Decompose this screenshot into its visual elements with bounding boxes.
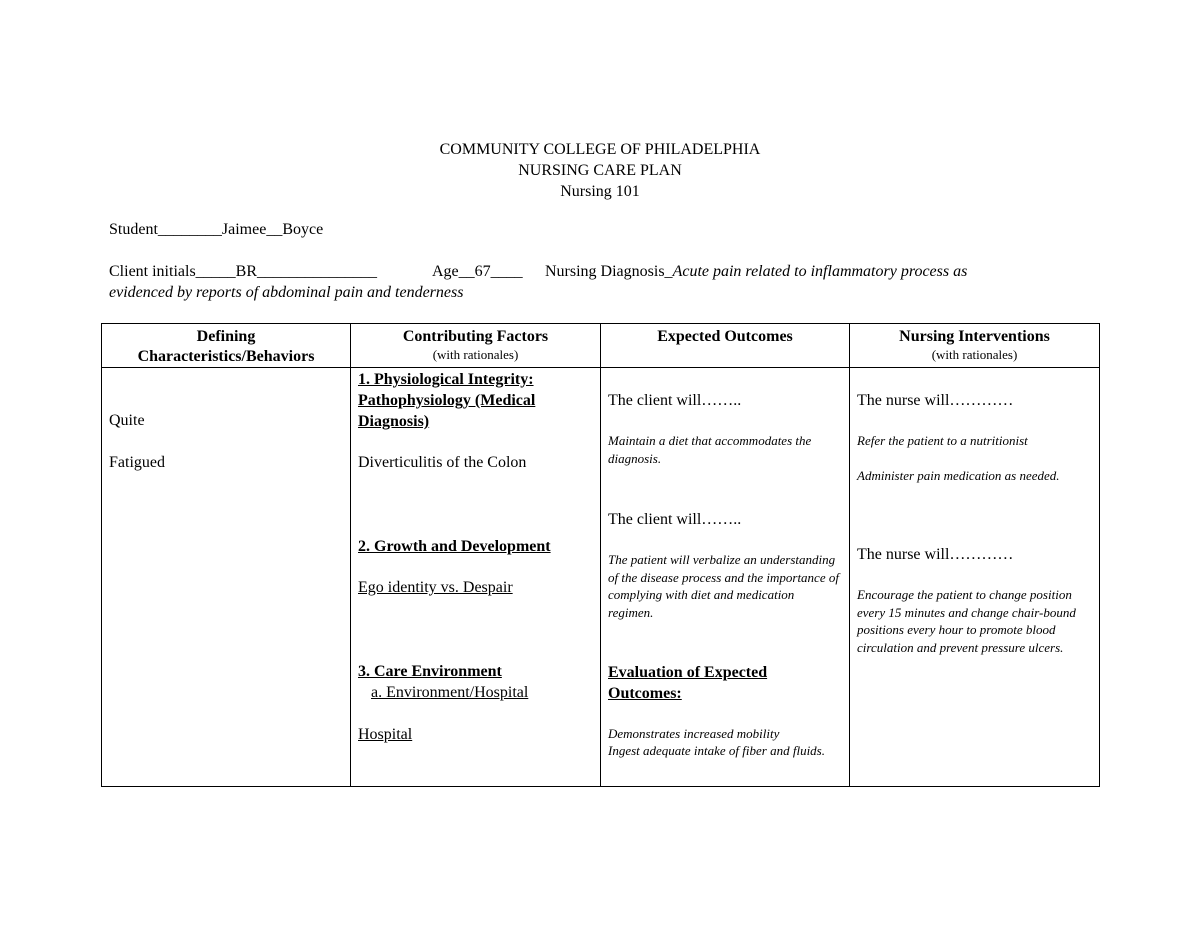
care-plan-table (101, 323, 1100, 787)
outcome-item: Maintain a diet that accommodates the diagnosis. (608, 433, 812, 466)
header-defining (102, 324, 351, 368)
nurse-will-label: The nurse will………… (857, 546, 1014, 563)
course-name: Nursing 101 (560, 183, 640, 200)
header-outcomes-title: Expected Outcomes (657, 328, 793, 345)
client-will-label: The client will…….. (608, 392, 742, 409)
section1-title-line2: Pathophysiology (Medical (358, 392, 536, 409)
header-interventions (850, 324, 1100, 368)
nursing-diagnosis (545, 263, 967, 281)
header-contributing-title: Contributing Factors (402, 328, 549, 345)
evaluation-item: Ingest adequate intake of fiber and fluids. (608, 743, 825, 758)
table-header-row (102, 324, 1100, 368)
nurse-will-label: The nurse will………… (857, 392, 1014, 409)
evaluation-title-line2: Outcomes: (608, 685, 682, 702)
evaluation-title-line1: Evaluation of Expected (608, 664, 768, 681)
section2-value: Ego identity vs. Despair (358, 579, 513, 596)
header-interventions-sub: (with rationales) (931, 347, 1018, 362)
student-line: Student________Jaimee__Boyce (109, 221, 324, 238)
header-defining-line2: Characteristics/Behaviors (137, 348, 315, 365)
header-contributing (351, 324, 601, 368)
header-outcomes (601, 324, 850, 368)
intervention-item: Encourage the patient to change position every 15 minutes and change chair-bound positions every hour to promote blood circulation and prevent pressure ulcers. (857, 587, 1076, 655)
outcome-item: The patient will verbalize an understanding of the disease process and the importance of complying with diet and medication regimen. (608, 552, 839, 620)
table-body-row (102, 368, 1100, 787)
section3-title: 3. Care Environment (358, 663, 502, 680)
diagnosis-label: Nursing Diagnosis_ (545, 263, 673, 280)
client-initials: Client initials_____BR_______________ (109, 263, 378, 280)
section1-value: Diverticulitis of the Colon (358, 454, 527, 471)
interventions-cell (850, 368, 1100, 787)
defining-cell (102, 368, 351, 787)
defining-item: Fatigued (109, 454, 165, 471)
client-will-label: The client will…….. (608, 511, 742, 528)
intervention-item: Refer the patient to a nutritionist (857, 433, 1028, 448)
intervention-item: Administer pain medication as needed. (857, 468, 1060, 483)
client-age: Age__67____ (432, 263, 523, 280)
document-header (0, 139, 1200, 202)
defining-item: Quite (109, 412, 145, 429)
contributing-cell (351, 368, 601, 787)
header-interventions-title: Nursing Interventions (899, 328, 1050, 345)
section3-sub: a. Environment/Hospital (371, 684, 529, 701)
diagnosis-text-line2: evidenced by reports of abdominal pain and tenderness (109, 284, 464, 301)
college-name: COMMUNITY COLLEGE OF PHILADELPHIA (439, 141, 761, 158)
section3-value: Hospital (358, 726, 413, 743)
section1-title-line3: Diagnosis) (358, 413, 430, 430)
section2-title: 2. Growth and Development (358, 538, 551, 555)
outcomes-cell (601, 368, 850, 787)
header-defining-line1: Defining (196, 328, 256, 345)
diagnosis-text-line1: Acute pain related to inflammatory process as (672, 263, 968, 280)
header-contributing-sub: (with rationales) (432, 347, 519, 362)
plan-title: NURSING CARE PLAN (518, 162, 682, 179)
section1-title-line1: 1. Physiological Integrity: (358, 371, 534, 388)
evaluation-item: Demonstrates increased mobility (608, 726, 780, 741)
